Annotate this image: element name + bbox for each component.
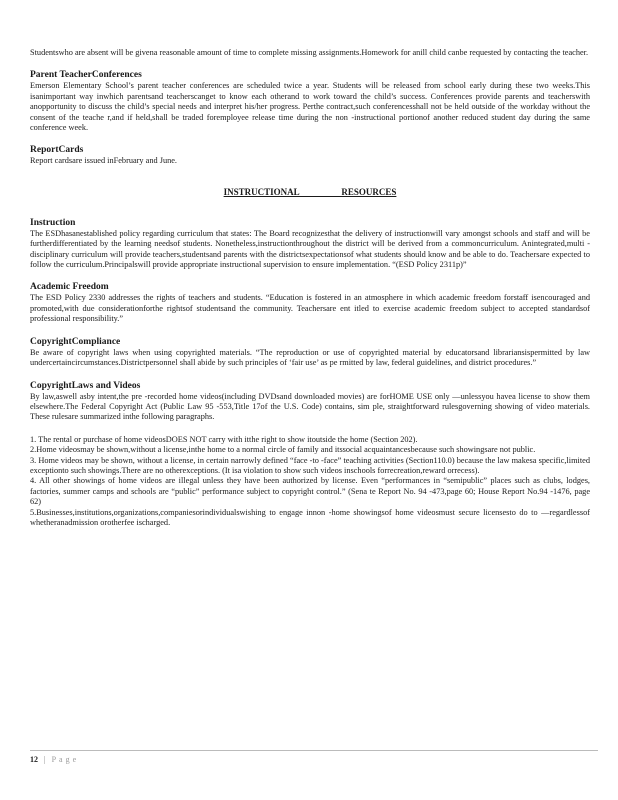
- report-cards-paragraph: Report cardsare issued inFebruary and June.: [30, 156, 177, 166]
- copyright-compliance-paragraph: Be aware of copyright laws when using copyrighted materials. “The reproduction or use of copyrighted material by educatorsand librariansispermitted by law undercertaincircumstances.Districtpersonnel shall abide by such principles of ‘fair use’ as pe rmitted by law, federal guidelines, and district procedures.”: [30, 347, 590, 368]
- section-heading-instruction: Instruction: [30, 217, 76, 228]
- document-page: [30, 48, 590, 528]
- instructional-resources-title: INSTRUCTIONAL RESOURCES: [223, 186, 397, 197]
- section-heading-conferences: Parent TeacherConferences: [30, 70, 142, 81]
- video-rule-5: 5.Businesses,institutions,organizations,companiesorindividualswishing to engage innon -home showingsof home videosmust secure licensesto do to —regardlessof whetheranadmission orotherfee ischarged.: [30, 507, 590, 527]
- video-rule-2: 2.Home videosmay be shown,without a license,inthe home to a normal circle of family and itssocial acquaintancesbecause such showingsare not public.: [30, 445, 536, 455]
- video-rule-3: 3. Home videos may be shown, without a license, in certain narrowly defined “face -to -face” teaching activities (Section110.0) because the law makesa specific,limited exceptionto such showings.There are no otherexceptions. (It isa violation to show such videos inschools forrecreation,reward orrecess).: [30, 455, 590, 475]
- footer-page-label: Page: [51, 755, 80, 764]
- footer-separator: |: [44, 755, 46, 764]
- absent-paragraph: Studentswho are absent will be givena reasonable amount of time to complete missing assignments.Homework for anill child canbe requested by contacting the teacher.: [30, 48, 589, 57]
- academic-freedom-paragraph: The ESD Policy 2330 addresses the rights of teachers and students. “Education is fostered in an atmosphere in which academic freedom forstaff isencouraged and promoted,with due considerationforthe rightsof studentsand the community. Teachersare ent itled to exercise academic freedom subject to accepted standardsof professional responsibility.”: [30, 293, 590, 324]
- instruction-paragraph: The ESDhasanestablished policy regarding curriculum that states: The Board recognizesthat the delivery of instructionwill vary amongst schools and staff and will be furtherdifferentiated by the learning needsof students. Nonetheless,instructionthroughout the district will be derived from a commoncurriculum. Anintegrated,multi - disciplinary curriculum will provide teachers,studentsand parents with the districtsexpectationsof what students should know and be able to do. Teachersare expected to follow the curriculum.Principalswill provide appropriate instructional supervision to ensure implementation. “(ESD Policy 2311p)”: [30, 228, 590, 270]
- section-heading-copyright-compliance: CopyrightCompliance: [30, 336, 121, 347]
- page-footer: [30, 750, 598, 764]
- copyright-videos-paragraph: By law,aswell asby intent,the pre -recorded home videos(including DVDsand downloaded movies) are forHOME USE only —unlessyou havea license to show them elsewhere.The Federal Copyright Act (Public Law 95 -553,Title 17of the U.S. Code) contains, sim ple, straightforward rulesgoverning showing of video materials. These rulesare summarized inthe following paragraphs.: [30, 391, 590, 422]
- section-heading-report-cards: ReportCards: [30, 145, 84, 156]
- section-heading-academic-freedom: Academic Freedom: [30, 282, 109, 293]
- section-heading-copyright-videos: CopyrightLaws and Videos: [30, 380, 141, 391]
- video-rule-4: 4. All other showings of home videos are illegal unless they have been authorized by license. Even “performances in “semipublic” places such as clubs, lodges, factories, summer camps and schools are “public” performance subject to copyright control.” (Sena te Report No. 94 -473,page 60; House Report No.94 -1476, page 62): [30, 476, 590, 507]
- page-number: 12: [30, 755, 38, 764]
- conferences-paragraph: Emerson Elementary School’s parent teacher conferences are scheduled twice a year. Students will be released from school early during these two weeks.This isanimportant way inwhich parentsand teacherscanget to know each otherand to work toward the child’s success. Conferences provide parents and teacherswith anopportunity to discuss the child’s special needs and interpret his/her progress. Perthe contract,such conferencesshall not be held outside of the workday without the consent of the teache r,and if held,shall be traded foremployee release time during the non -instructional portionof another reduced student day during the same conference week.: [30, 81, 590, 133]
- video-rule-1: 1. The rental or purchase of home videosDOES NOT carry with itthe right to show itoutside the home (Section 202).: [30, 434, 418, 444]
